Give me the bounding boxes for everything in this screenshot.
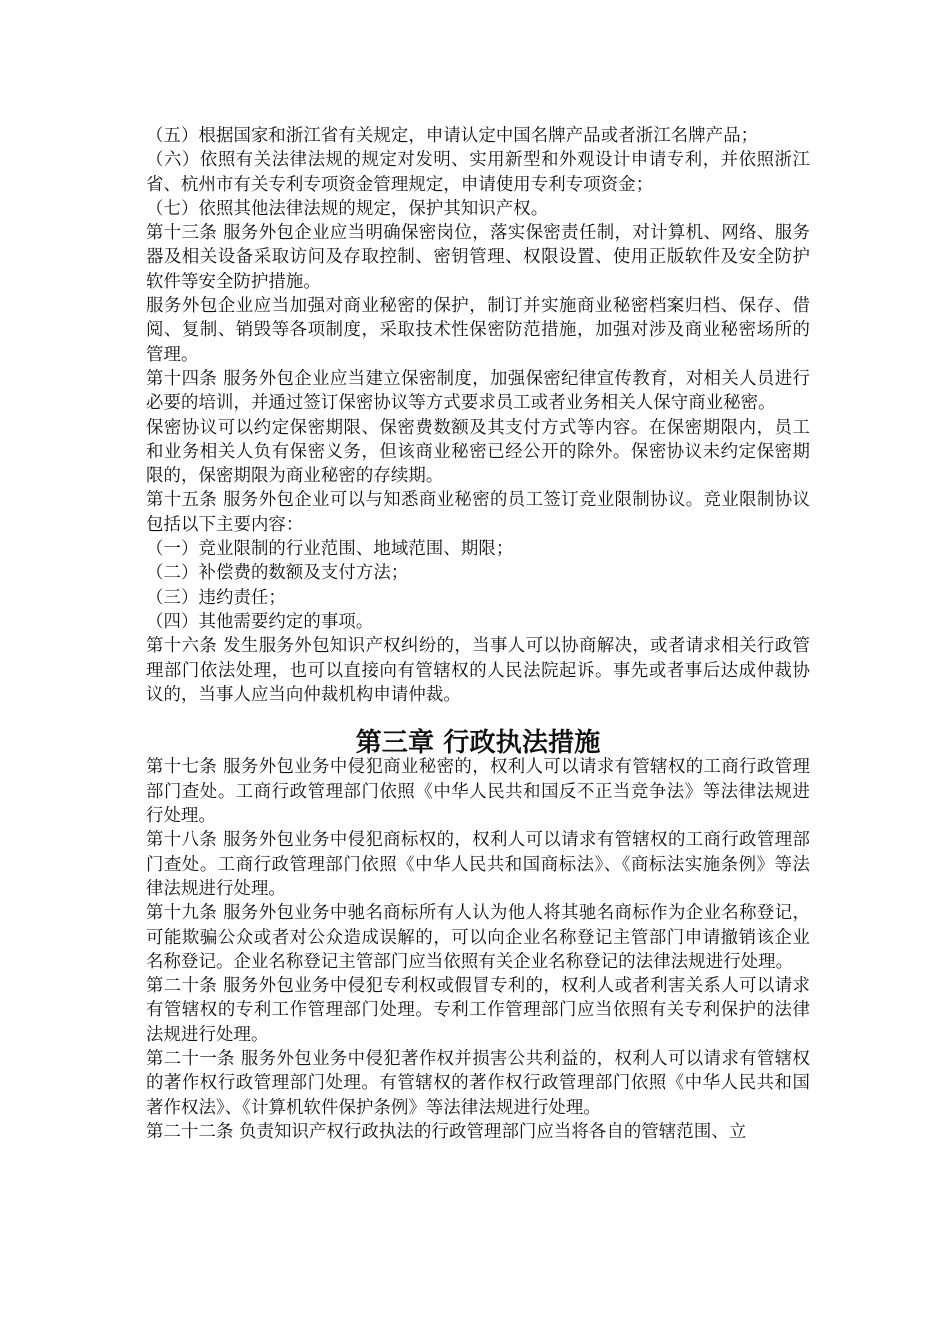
paragraph-item-6: （六）依照有关法律法规的规定对发明、实用新型和外观设计申请专利，并依照浙江省、杭州市有关专利专项资金管理规定，申请使用专利专项资金； (146, 150, 810, 195)
paragraph-article-13-cont: 服务外包企业应当加强对商业秘密的保护，制订并实施商业秘密档案归档、保存、借阅、复制、销毁等各项制度，采取技术性保密防范措施，加强对涉及商业秘密场所的管理。 (146, 296, 810, 365)
paragraph-article-14: 第十四条 服务外包企业应当建立保密制度，加强保密纪律宣传教育，对相关人员进行必要的培训，并通过签订保密协议等方式要求员工或者业务相关人保守商业秘密。 (146, 368, 810, 414)
paragraph-article-13: 第十三条 服务外包企业应当明确保密岗位，落实保密责任制，对计算机、网络、服务器及相关设备采取访问及存取控制、密钥管理、权限设置、使用正版软件及安全防护软件等安全防护措施。 (146, 223, 810, 292)
paragraph-article-15: 第十五条 服务外包企业可以与知悉商业秘密的员工签订竞业限制协议。竞业限制协议包括以下主要内容： (146, 490, 810, 535)
chapter-heading: 第三章 行政执法措施 (355, 728, 601, 759)
paragraph-article-19: 第十九条 服务外包业务中驰名商标所有人认为他人将其驰名商标作为企业名称登记，可能欺骗公众或者对公众造成误解的，可以向企业名称登记主管部门申请撤销该企业名称登记。企业名称登记主管部门应当依照有关企业名称登记的法律法规进行处理。 (146, 903, 810, 972)
paragraph-article-20: 第二十条 服务外包业务中侵犯专利权或假冒专利的，权利人或者利害关系人可以请求有管辖权的专利工作管理部门处理。专利工作管理部门应当依照有关专利保护的法律法规进行处理。 (146, 976, 810, 1045)
paragraph-sub-item-4: （四）其他需要约定的事项。 (146, 611, 374, 632)
paragraph-item-5: （五）根据国家和浙江省有关规定，申请认定中国名牌产品或者浙江名牌产品； (146, 126, 759, 146)
paragraph-item-7: （七）依照其他法律法规的规定，保护其知识产权。 (146, 198, 549, 219)
paragraph-sub-item-3: （三）违约责任； (146, 587, 286, 608)
paragraph-article-17: 第十七条 服务外包业务中侵犯商业秘密的，权利人可以请求有管辖权的工商行政管理部门查处。工商行政管理部门依照《中华人民共和国反不正当竞争法》等法律法规进行处理。 (146, 757, 810, 827)
paragraph-article-14-cont: 保密协议可以约定保密期限、保密费数额及其支付方式等内容。在保密期限内，员工和业务相关人负有保密义务，但该商业秘密已经公开的除外。保密协议未约定保密期限的，保密期限为商业秘密的存续期。 (146, 417, 810, 487)
paragraph-sub-item-1: （一）竞业限制的行业范围、地域范围、期限； (146, 539, 514, 560)
paragraph-article-21: 第二十一条 服务外包业务中侵犯著作权并损害公共利益的，权利人可以请求有管辖权的著作权行政管理部门处理。有管辖权的著作权行政管理部门依照《中华人民共和国著作权法》、《计算机软件保护条例》等法律法规进行处理。 (146, 1048, 810, 1118)
document-page (146, 124, 810, 1144)
paragraph-sub-item-2: （二）补偿费的数额及支付方法； (146, 563, 409, 584)
paragraph-article-16: 第十六条 发生服务外包知识产权纠纷的，当事人可以协商解决，或者请求相关行政管理部门依法处理，也可以直接向有管辖权的人民法院起诉。事先或者事后达成仲裁协议的，当事人应当向仲裁机构申请仲裁。 (146, 636, 810, 705)
paragraph-article-22: 第二十二条 负责知识产权行政执法的行政管理部门应当将各自的管辖范围、立 (146, 1121, 747, 1142)
paragraph-article-18: 第十八条 服务外包业务中侵犯商标权的，权利人可以请求有管辖权的工商行政管理部门查处。工商行政管理部门依照《中华人民共和国商标法》、《商标法实施条例》等法律法规进行处理。 (146, 830, 810, 899)
